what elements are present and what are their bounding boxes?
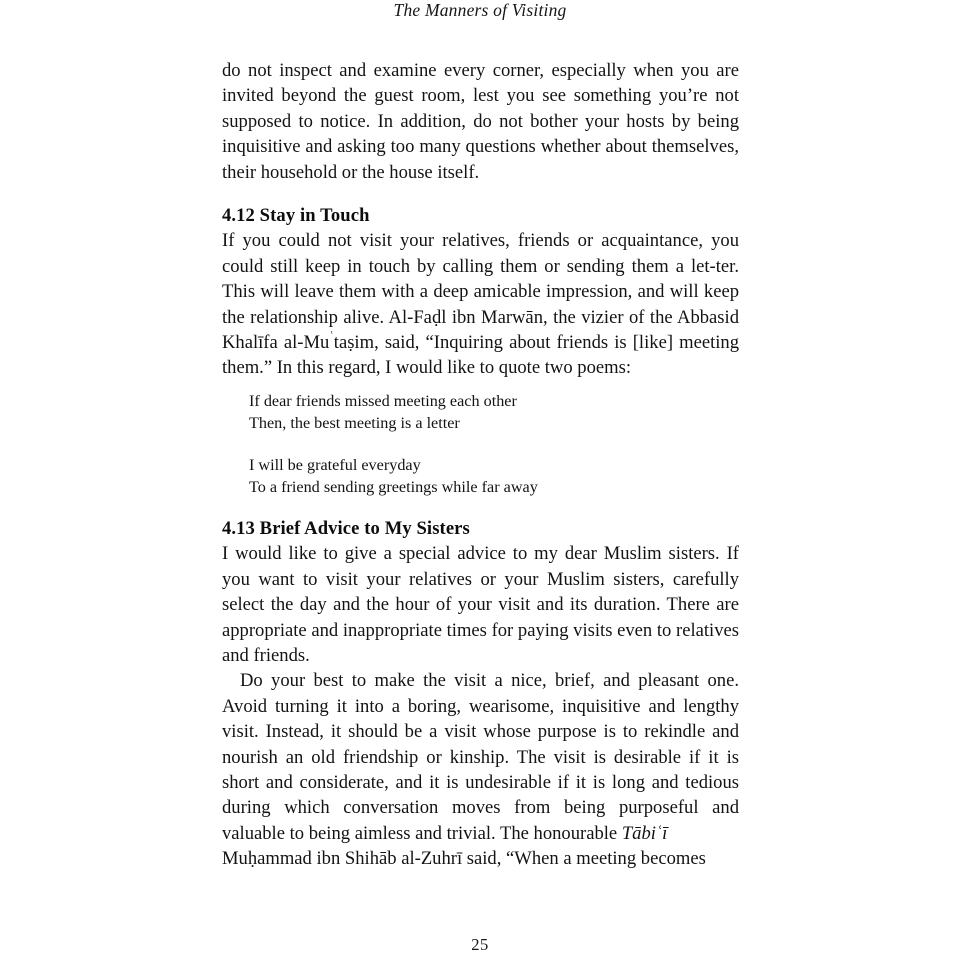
spacer xyxy=(222,381,739,390)
running-head: The Manners of Visiting xyxy=(393,0,567,20)
spacer xyxy=(222,185,739,203)
paragraph-continuation: do not inspect and examine every corner, especially when you are invited beyond the guest room, lest you see something you’re not supposed to notice. In addition, do not bother your hosts by being inquisitive and asking too many questions whether about themselves, their household or the house itself. xyxy=(222,60,739,183)
poem-line: I will be grateful everyday xyxy=(249,455,421,474)
spacer xyxy=(222,498,739,516)
term-tabii: Tābiʿī xyxy=(621,822,668,844)
ayn-superscript: ʿ xyxy=(329,328,334,344)
paragraph-stay-in-touch xyxy=(222,228,739,380)
paragraph-advice-intro: I would like to give a special advice to my dear Muslim sisters. If you want to visit your relatives or your Muslim sisters, carefully select the day and the hour of your visit and its duration. There are appropriate and inappropriate times for paying visits even to relatives and friends. xyxy=(222,543,739,666)
paragraph-text-part-1: Do your best to make the visit a nice, brief, and pleasant one. Avoid turning it into a boring, wearisome, inquisitive and lengthy visit. Instead, it should be a visit whose purpose is to rekindle and nourish an old friendship or kinship. The visit is desirable if it is short and considerate, and it is undesirable if it is long and tedious during which conversation moves from being purposeful and valuable to being aimless and trivial. The honourable xyxy=(222,670,739,844)
poem-block-2 xyxy=(222,454,739,498)
page-number: 25 xyxy=(471,935,489,954)
poem-line: Then, the best meeting is a letter xyxy=(249,413,460,432)
section-heading-4-13: 4.13 Brief Advice to My Sisters xyxy=(222,517,470,539)
poem-block-1 xyxy=(222,390,739,434)
paragraph-advice-body xyxy=(222,668,739,871)
poem-line: If dear friends missed meeting each other xyxy=(249,391,517,410)
paragraph-text-part-2: taṣim, said, “Inquiring about friends is [like] meeting them.” In this regard, I would like to quote two poems: xyxy=(222,332,740,379)
page-text-block xyxy=(222,58,739,872)
section-heading-4-12: 4.12 Stay in Touch xyxy=(222,205,370,227)
poem-line: To a friend sending greetings while far away xyxy=(249,477,538,496)
spacer xyxy=(222,434,739,454)
paragraph-text-part-1: If you could not visit your relatives, friends or acquaintance, you could still keep in touch by calling them or sending them a let-ter. This will leave them with a deep amicable impression, and will keep the relationship alive. Al-Faḍl ibn Marwān, the vizier of the Abbasid Khalīfa al-Mu xyxy=(222,230,739,354)
paragraph-text-part-2: Muḥammad ibn Shihāb al-Zuhrī said, “When a meeting becomes xyxy=(222,848,706,870)
